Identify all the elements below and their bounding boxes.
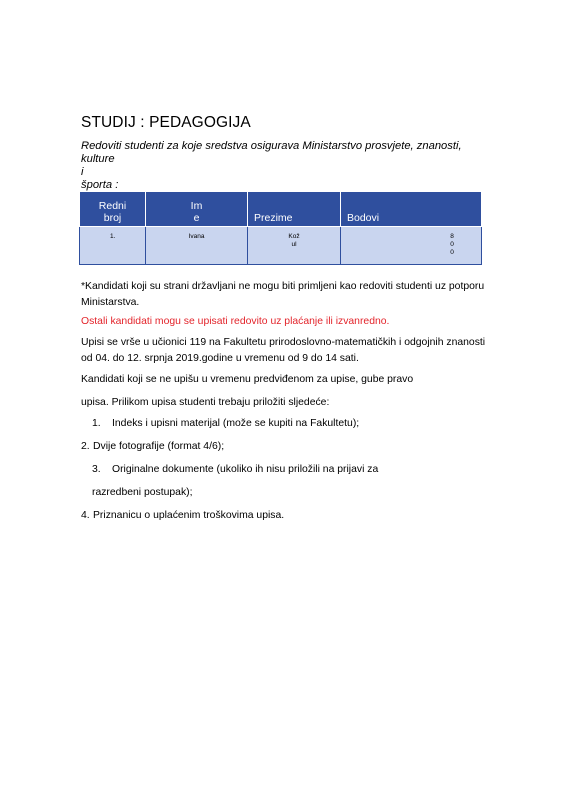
page-title: STUDIJ : PEDAGOGIJA: [81, 114, 251, 131]
subtitle-line-1: Redoviti studenti za koje sredstva osigurava Ministarstvo prosvjete, znanosti, kulture: [81, 140, 462, 165]
note-lose-right: Kandidati koji se ne upišu u vremenu predviđenom za upise, gube pravo: [81, 374, 414, 385]
table-row: [80, 227, 482, 265]
header-redni-broj: Redni broj: [80, 192, 146, 227]
header-ime: Im e: [146, 192, 248, 227]
cell-prezime: Kožul: [248, 227, 341, 265]
list-item-2-number: 2.: [81, 441, 90, 452]
list-item-3-number: 3.: [92, 464, 101, 475]
list-item-2: Dvije fotografije (format 4/6);: [93, 441, 225, 452]
list-item-4: Priznanicu o uplaćenim troškovima upisa.: [93, 510, 285, 521]
table-header-row: [80, 192, 482, 227]
note-enrollment-time: Upisi se vrše u učionici 119 na Fakultetu prirodoslovno-matematičkih i odgojnih znanosti od 04. do 12. srpnja 2019.godine u vremenu od 9 do 14 sati.: [81, 337, 486, 364]
subtitle: [81, 140, 491, 192]
list-item-1-number: 1.: [92, 418, 101, 429]
list-item-3-line-1: Originalne dokumente (ukoliko ih nisu priložili na prijavi za: [112, 464, 379, 475]
students-table: [79, 191, 482, 265]
subtitle-line-2: i: [81, 166, 84, 178]
cell-bodovi: 800: [341, 227, 482, 265]
header-prezime: Prezime: [248, 192, 341, 227]
subtitle-line-3: športa :: [81, 179, 119, 191]
header-bodovi: Bodovi: [341, 192, 482, 227]
cell-redni-broj: 1.: [80, 227, 146, 265]
list-item-4-number: 4.: [81, 510, 90, 521]
list-item-3-line-2: razredbeni postupak);: [92, 487, 193, 498]
cell-ime: Ivana: [146, 227, 248, 265]
note-foreign-students: *Kandidati koji su strani državljani ne mogu biti primljeni kao redoviti studenti uz potporu Ministarstva.: [81, 281, 485, 308]
note-documents-intro: upisa. Prilikom upisa studenti trebaju priložiti sljedeće:: [81, 397, 330, 408]
list-item-1: Indeks i upisni materijal (može se kupiti na Fakultetu);: [112, 418, 360, 429]
note-other-candidates: Ostali kandidati mogu se upisati redovito uz plaćanje ili izvanredno.: [81, 316, 390, 327]
